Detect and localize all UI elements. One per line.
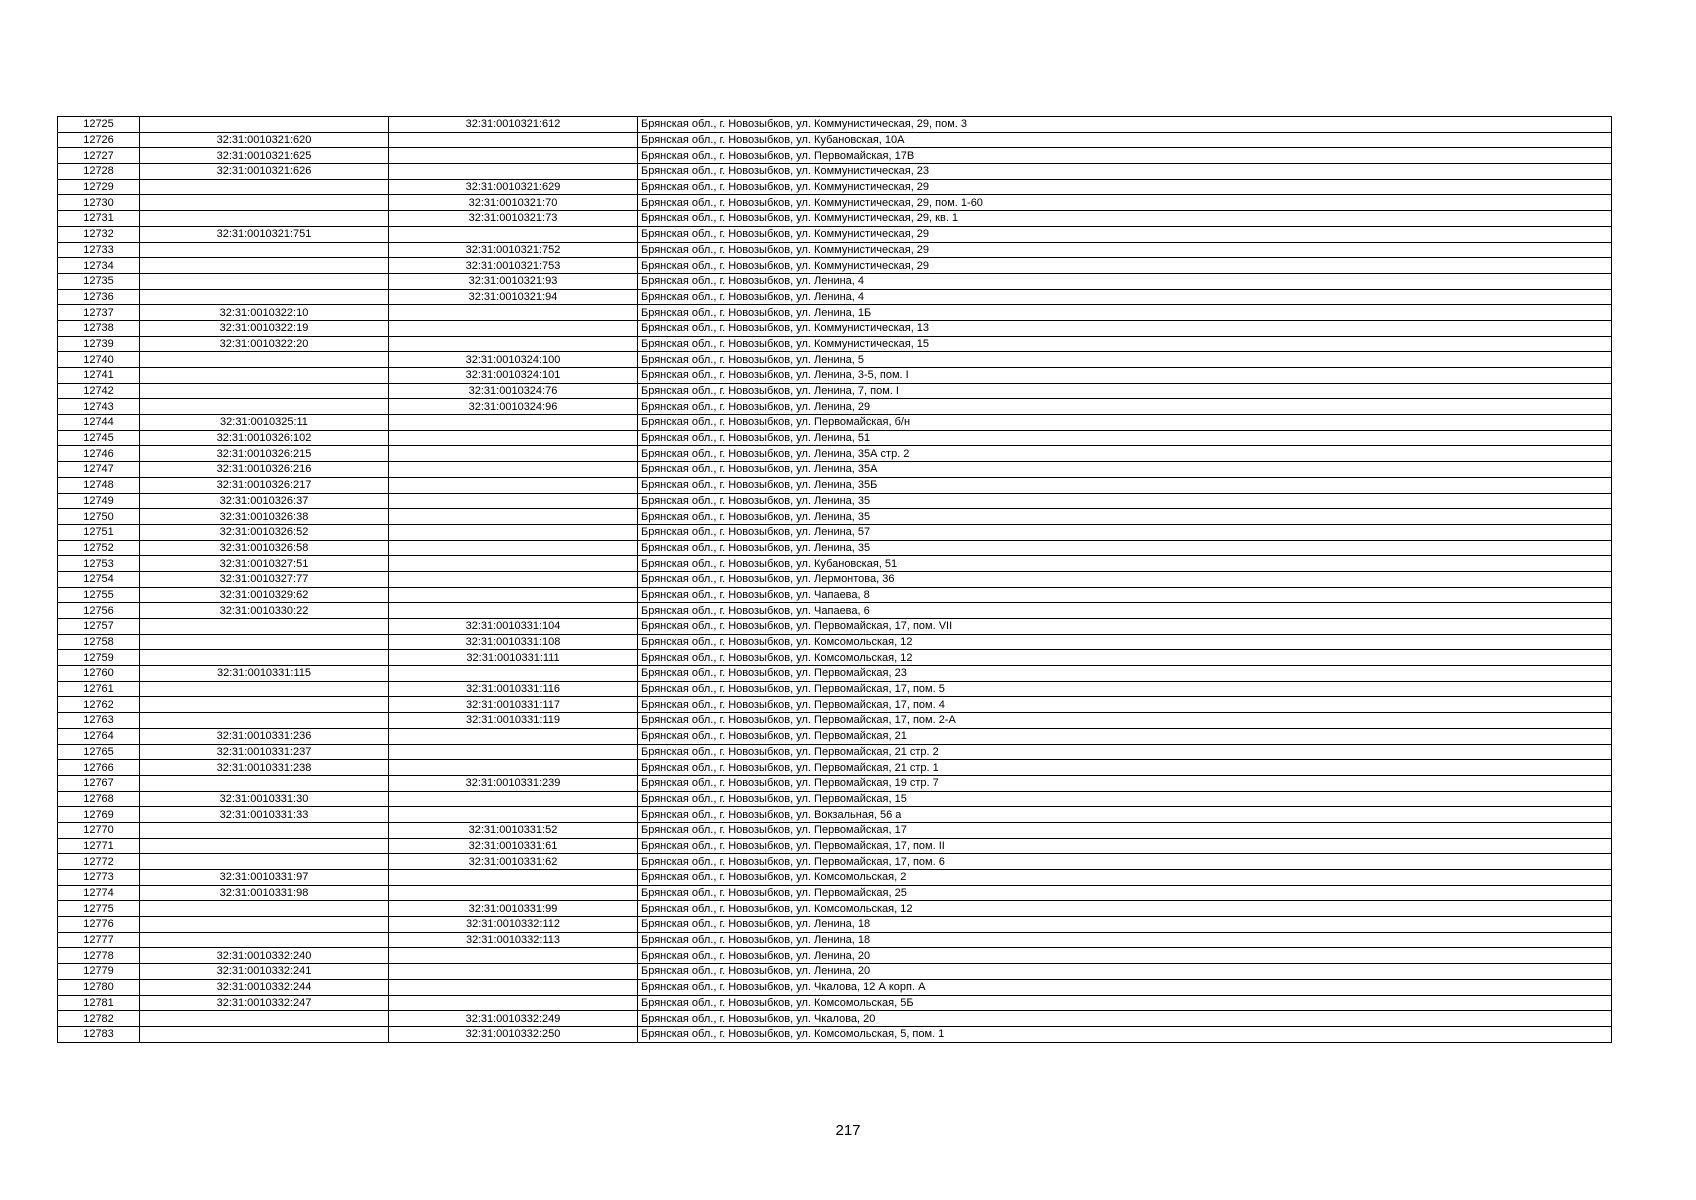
cadastral-number-alt-cell (389, 870, 638, 886)
cadastral-number-cell: 32:31:0010331:115 (140, 666, 389, 682)
cadastral-number-cell: 32:31:0010331:237 (140, 744, 389, 760)
table-row (58, 587, 1612, 603)
address-cell: Брянская обл., г. Новозыбков, ул. Коммунистическая, 23 (638, 164, 1612, 180)
cadastral-number-cell: 32:31:0010326:58 (140, 540, 389, 556)
cadastral-number-alt-cell: 32:31:0010331:99 (389, 901, 638, 917)
cadastral-number-cell (140, 650, 389, 666)
cadastral-number-cell (140, 901, 389, 917)
address-cell: Брянская обл., г. Новозыбков, ул. Чапаева, 6 (638, 603, 1612, 619)
cadastral-number-alt-cell (389, 791, 638, 807)
address-cell: Брянская обл., г. Новозыбков, ул. Ленина, 18 (638, 932, 1612, 948)
address-cell: Брянская обл., г. Новозыбков, ул. Первомайская, 25 (638, 885, 1612, 901)
table-row (58, 415, 1612, 431)
row-number-cell: 12740 (58, 352, 140, 368)
cadastral-number-alt-cell: 32:31:0010332:249 (389, 1011, 638, 1027)
cadastral-number-cell (140, 117, 389, 133)
address-cell: Брянская обл., г. Новозыбков, ул. Ленина, 1Б (638, 305, 1612, 321)
cadastral-number-cell: 32:31:0010327:51 (140, 556, 389, 572)
row-number-cell: 12745 (58, 430, 140, 446)
cadastral-number-alt-cell: 32:31:0010332:113 (389, 932, 638, 948)
table-row (58, 195, 1612, 211)
cadastral-number-cell (140, 1011, 389, 1027)
row-number-cell: 12725 (58, 117, 140, 133)
row-number-cell: 12742 (58, 383, 140, 399)
cadastral-number-alt-cell: 32:31:0010324:96 (389, 399, 638, 415)
table-row (58, 509, 1612, 525)
address-cell: Брянская обл., г. Новозыбков, ул. Коммунистическая, 29 (638, 226, 1612, 242)
row-number-cell: 12758 (58, 634, 140, 650)
address-cell: Брянская обл., г. Новозыбков, ул. Ленина, 35Б (638, 477, 1612, 493)
address-cell: Брянская обл., г. Новозыбков, ул. Ленина, 35 (638, 493, 1612, 509)
table-row (58, 399, 1612, 415)
table-row (58, 932, 1612, 948)
address-cell: Брянская обл., г. Новозыбков, ул. Первомайская, 21 стр. 1 (638, 760, 1612, 776)
cadastral-number-alt-cell (389, 477, 638, 493)
cadastral-number-cell: 32:31:0010326:37 (140, 493, 389, 509)
cadastral-number-cell (140, 775, 389, 791)
row-number-cell: 12774 (58, 885, 140, 901)
cadastral-number-alt-cell: 32:31:0010331:108 (389, 634, 638, 650)
cadastral-number-cell: 32:31:0010332:240 (140, 948, 389, 964)
cadastral-number-cell (140, 917, 389, 933)
row-number-cell: 12749 (58, 493, 140, 509)
table-row (58, 681, 1612, 697)
address-cell: Брянская обл., г. Новозыбков, ул. Кубановская, 10А (638, 132, 1612, 148)
address-cell: Брянская обл., г. Новозыбков, ул. Первомайская, б/н (638, 415, 1612, 431)
cadastral-number-cell: 32:31:0010326:38 (140, 509, 389, 525)
address-cell: Брянская обл., г. Новозыбков, ул. Ленина, 20 (638, 948, 1612, 964)
address-cell: Брянская обл., г. Новозыбков, ул. Коммунистическая, 15 (638, 336, 1612, 352)
row-number-cell: 12739 (58, 336, 140, 352)
cadastral-number-cell (140, 1026, 389, 1042)
row-number-cell: 12776 (58, 917, 140, 933)
cadastral-number-cell: 32:31:0010321:751 (140, 226, 389, 242)
cadastral-number-alt-cell: 32:31:0010321:752 (389, 242, 638, 258)
address-cell: Брянская обл., г. Новозыбков, ул. Первомайская, 19 стр. 7 (638, 775, 1612, 791)
cadastral-number-cell (140, 697, 389, 713)
row-number-cell: 12732 (58, 226, 140, 242)
cadastral-number-cell: 32:31:0010331:236 (140, 728, 389, 744)
table-row (58, 948, 1612, 964)
row-number-cell: 12748 (58, 477, 140, 493)
cadastral-number-alt-cell (389, 760, 638, 776)
address-cell: Брянская обл., г. Новозыбков, ул. Комсомольская, 12 (638, 634, 1612, 650)
table-row (58, 352, 1612, 368)
table-row (58, 430, 1612, 446)
cadastral-number-alt-cell: 32:31:0010324:101 (389, 368, 638, 384)
row-number-cell: 12751 (58, 524, 140, 540)
address-cell: Брянская обл., г. Новозыбков, ул. Первомайская, 21 стр. 2 (638, 744, 1612, 760)
table-row (58, 791, 1612, 807)
row-number-cell: 12760 (58, 666, 140, 682)
cadastral-number-cell (140, 634, 389, 650)
table-row (58, 697, 1612, 713)
address-cell: Брянская обл., г. Новозыбков, ул. Первомайская, 17, пом. 4 (638, 697, 1612, 713)
cadastral-number-cell: 32:31:0010322:10 (140, 305, 389, 321)
cadastral-number-cell (140, 854, 389, 870)
cadastral-number-cell (140, 838, 389, 854)
table-row (58, 917, 1612, 933)
cadastral-number-alt-cell: 32:31:0010324:100 (389, 352, 638, 368)
row-number-cell: 12767 (58, 775, 140, 791)
address-cell: Брянская обл., г. Новозыбков, ул. Вокзальная, 56 а (638, 807, 1612, 823)
address-cell: Брянская обл., г. Новозыбков, ул. Коммунистическая, 29 (638, 179, 1612, 195)
cadastral-number-alt-cell (389, 744, 638, 760)
cadastral-number-cell (140, 681, 389, 697)
cadastral-number-alt-cell: 32:31:0010332:250 (389, 1026, 638, 1042)
address-cell: Брянская обл., г. Новозыбков, ул. Комсомольская, 12 (638, 901, 1612, 917)
cadastral-number-cell (140, 383, 389, 399)
row-number-cell: 12728 (58, 164, 140, 180)
cadastral-number-alt-cell (389, 964, 638, 980)
row-number-cell: 12763 (58, 713, 140, 729)
address-cell: Брянская обл., г. Новозыбков, ул. Лермонтова, 36 (638, 571, 1612, 587)
cadastral-number-alt-cell (389, 587, 638, 603)
table-row (58, 226, 1612, 242)
cadastral-number-alt-cell: 32:31:0010324:76 (389, 383, 638, 399)
cadastral-number-cell (140, 352, 389, 368)
table-row (58, 760, 1612, 776)
table-row (58, 368, 1612, 384)
row-number-cell: 12783 (58, 1026, 140, 1042)
cadastral-number-alt-cell (389, 462, 638, 478)
address-cell: Брянская обл., г. Новозыбков, ул. Комсомольская, 5Б (638, 995, 1612, 1011)
address-cell: Брянская обл., г. Новозыбков, ул. Ленина, 18 (638, 917, 1612, 933)
cadastral-number-alt-cell: 32:31:0010331:111 (389, 650, 638, 666)
row-number-cell: 12753 (58, 556, 140, 572)
cadastral-number-cell (140, 822, 389, 838)
address-cell: Брянская обл., г. Новозыбков, ул. Ленина, 35 (638, 509, 1612, 525)
cadastral-number-alt-cell (389, 148, 638, 164)
cadastral-number-alt-cell (389, 509, 638, 525)
table-row (58, 132, 1612, 148)
address-cell: Брянская обл., г. Новозыбков, ул. Ленина, 5 (638, 352, 1612, 368)
table-row (58, 305, 1612, 321)
cadastral-number-cell: 32:31:0010326:52 (140, 524, 389, 540)
table-row (58, 666, 1612, 682)
cadastral-number-alt-cell (389, 493, 638, 509)
table-row (58, 901, 1612, 917)
cadastral-number-alt-cell: 32:31:0010331:116 (389, 681, 638, 697)
cadastral-number-cell: 32:31:0010331:97 (140, 870, 389, 886)
cadastral-number-cell: 32:31:0010331:98 (140, 885, 389, 901)
cadastral-number-cell: 32:31:0010332:241 (140, 964, 389, 980)
address-cell: Брянская обл., г. Новозыбков, ул. Коммунистическая, 29, кв. 1 (638, 211, 1612, 227)
table-row (58, 211, 1612, 227)
address-cell: Брянская обл., г. Новозыбков, ул. Ленина, 29 (638, 399, 1612, 415)
row-number-cell: 12773 (58, 870, 140, 886)
cadastral-number-alt-cell: 32:31:0010331:62 (389, 854, 638, 870)
cadastral-number-cell (140, 289, 389, 305)
row-number-cell: 12730 (58, 195, 140, 211)
cadastral-number-alt-cell (389, 336, 638, 352)
table-row (58, 336, 1612, 352)
cadastral-number-alt-cell (389, 132, 638, 148)
cadastral-number-cell (140, 258, 389, 274)
row-number-cell: 12735 (58, 273, 140, 289)
table-row (58, 995, 1612, 1011)
row-number-cell: 12754 (58, 571, 140, 587)
address-cell: Брянская обл., г. Новозыбков, ул. Первомайская, 17, пом. 5 (638, 681, 1612, 697)
cadastral-number-cell: 32:31:0010326:215 (140, 446, 389, 462)
row-number-cell: 12738 (58, 320, 140, 336)
cadastral-number-cell: 32:31:0010325:11 (140, 415, 389, 431)
address-cell: Брянская обл., г. Новозыбков, ул. Комсомольская, 12 (638, 650, 1612, 666)
row-number-cell: 12782 (58, 1011, 140, 1027)
row-number-cell: 12736 (58, 289, 140, 305)
cadastral-number-cell: 32:31:0010322:19 (140, 320, 389, 336)
cadastral-number-cell (140, 713, 389, 729)
cadastral-number-alt-cell: 32:31:0010321:73 (389, 211, 638, 227)
table-row (58, 1026, 1612, 1042)
cadastral-number-cell (140, 242, 389, 258)
cadastral-number-cell: 32:31:0010331:33 (140, 807, 389, 823)
row-number-cell: 12755 (58, 587, 140, 603)
cadastral-number-alt-cell (389, 446, 638, 462)
table-row (58, 446, 1612, 462)
table-row (58, 117, 1612, 133)
address-cell: Брянская обл., г. Новозыбков, ул. Первомайская, 17В (638, 148, 1612, 164)
address-cell: Брянская обл., г. Новозыбков, ул. Ленина, 35А (638, 462, 1612, 478)
cadastral-number-alt-cell (389, 807, 638, 823)
cadastral-number-alt-cell (389, 226, 638, 242)
table-row (58, 148, 1612, 164)
table-row (58, 289, 1612, 305)
cadastral-number-cell (140, 195, 389, 211)
table-row (58, 556, 1612, 572)
row-number-cell: 12775 (58, 901, 140, 917)
row-number-cell: 12759 (58, 650, 140, 666)
table-row (58, 524, 1612, 540)
cadastral-number-cell: 32:31:0010326:217 (140, 477, 389, 493)
row-number-cell: 12764 (58, 728, 140, 744)
table-row (58, 634, 1612, 650)
cadastral-number-alt-cell (389, 571, 638, 587)
row-number-cell: 12747 (58, 462, 140, 478)
cadastral-number-alt-cell (389, 728, 638, 744)
row-number-cell: 12743 (58, 399, 140, 415)
cadastral-number-alt-cell: 32:31:0010321:93 (389, 273, 638, 289)
table-row (58, 838, 1612, 854)
table-row (58, 477, 1612, 493)
table-row (58, 822, 1612, 838)
cadastral-number-alt-cell: 32:31:0010321:753 (389, 258, 638, 274)
cadastral-number-alt-cell: 32:31:0010331:52 (389, 822, 638, 838)
address-cell: Брянская обл., г. Новозыбков, ул. Первомайская, 17, пом. VII (638, 619, 1612, 635)
table-row (58, 603, 1612, 619)
row-number-cell: 12756 (58, 603, 140, 619)
cadastral-number-cell: 32:31:0010321:626 (140, 164, 389, 180)
row-number-cell: 12778 (58, 948, 140, 964)
row-number-cell: 12771 (58, 838, 140, 854)
address-cell: Брянская обл., г. Новозыбков, ул. Первомайская, 15 (638, 791, 1612, 807)
cadastral-number-alt-cell: 32:31:0010321:70 (389, 195, 638, 211)
table-row (58, 807, 1612, 823)
table-row (58, 885, 1612, 901)
cadastral-number-alt-cell: 32:31:0010331:119 (389, 713, 638, 729)
address-cell: Брянская обл., г. Новозыбков, ул. Ленина, 57 (638, 524, 1612, 540)
registry-table (57, 116, 1612, 1043)
row-number-cell: 12726 (58, 132, 140, 148)
row-number-cell: 12770 (58, 822, 140, 838)
row-number-cell: 12729 (58, 179, 140, 195)
address-cell: Брянская обл., г. Новозыбков, ул. Ленина, 3-5, пом. I (638, 368, 1612, 384)
row-number-cell: 12752 (58, 540, 140, 556)
address-cell: Брянская обл., г. Новозыбков, ул. Коммунистическая, 29, пом. 1-60 (638, 195, 1612, 211)
cadastral-number-cell (140, 273, 389, 289)
cadastral-number-cell: 32:31:0010332:244 (140, 979, 389, 995)
cadastral-number-alt-cell (389, 320, 638, 336)
table-row (58, 964, 1612, 980)
cadastral-number-alt-cell (389, 979, 638, 995)
address-cell: Брянская обл., г. Новозыбков, ул. Чкалова, 12 А корп. А (638, 979, 1612, 995)
table-row (58, 493, 1612, 509)
cadastral-number-cell: 32:31:0010326:102 (140, 430, 389, 446)
cadastral-number-cell: 32:31:0010330:22 (140, 603, 389, 619)
cadastral-number-alt-cell (389, 430, 638, 446)
cadastral-number-alt-cell: 32:31:0010331:117 (389, 697, 638, 713)
cadastral-number-alt-cell (389, 524, 638, 540)
row-number-cell: 12779 (58, 964, 140, 980)
row-number-cell: 12769 (58, 807, 140, 823)
table-row (58, 462, 1612, 478)
address-cell: Брянская обл., г. Новозыбков, ул. Комсомольская, 5, пом. 1 (638, 1026, 1612, 1042)
row-number-cell: 12744 (58, 415, 140, 431)
address-cell: Брянская обл., г. Новозыбков, ул. Ленина, 4 (638, 289, 1612, 305)
cadastral-number-alt-cell (389, 415, 638, 431)
table-row (58, 540, 1612, 556)
address-cell: Брянская обл., г. Новозыбков, ул. Первомайская, 17, пом. 6 (638, 854, 1612, 870)
cadastral-number-alt-cell (389, 885, 638, 901)
cadastral-number-alt-cell: 32:31:0010331:61 (389, 838, 638, 854)
cadastral-number-cell: 32:31:0010331:238 (140, 760, 389, 776)
table-row (58, 1011, 1612, 1027)
cadastral-number-cell: 32:31:0010326:216 (140, 462, 389, 478)
cadastral-number-alt-cell: 32:31:0010321:612 (389, 117, 638, 133)
cadastral-number-alt-cell: 32:31:0010321:629 (389, 179, 638, 195)
table-row (58, 242, 1612, 258)
address-cell: Брянская обл., г. Новозыбков, ул. Ленина, 4 (638, 273, 1612, 289)
row-number-cell: 12768 (58, 791, 140, 807)
table-row (58, 571, 1612, 587)
cadastral-number-alt-cell: 32:31:0010321:94 (389, 289, 638, 305)
row-number-cell: 12757 (58, 619, 140, 635)
cadastral-number-alt-cell (389, 995, 638, 1011)
cadastral-number-cell: 32:31:0010321:625 (140, 148, 389, 164)
row-number-cell: 12737 (58, 305, 140, 321)
row-number-cell: 12741 (58, 368, 140, 384)
cadastral-number-alt-cell (389, 540, 638, 556)
row-number-cell: 12766 (58, 760, 140, 776)
row-number-cell: 12781 (58, 995, 140, 1011)
cadastral-number-cell: 32:31:0010331:30 (140, 791, 389, 807)
cadastral-number-alt-cell: 32:31:0010331:104 (389, 619, 638, 635)
address-cell: Брянская обл., г. Новозыбков, ул. Ленина, 20 (638, 964, 1612, 980)
table-row (58, 650, 1612, 666)
address-cell: Брянская обл., г. Новозыбков, ул. Коммунистическая, 13 (638, 320, 1612, 336)
cadastral-number-cell (140, 932, 389, 948)
address-cell: Брянская обл., г. Новозыбков, ул. Ленина, 35 (638, 540, 1612, 556)
address-cell: Брянская обл., г. Новозыбков, ул. Ленина, 35А стр. 2 (638, 446, 1612, 462)
address-cell: Брянская обл., г. Новозыбков, ул. Коммунистическая, 29 (638, 258, 1612, 274)
table-row (58, 383, 1612, 399)
cadastral-number-alt-cell: 32:31:0010332:112 (389, 917, 638, 933)
cadastral-number-cell: 32:31:0010321:620 (140, 132, 389, 148)
table-row (58, 854, 1612, 870)
address-cell: Брянская обл., г. Новозыбков, ул. Коммунистическая, 29 (638, 242, 1612, 258)
table-row (58, 179, 1612, 195)
cadastral-number-cell (140, 368, 389, 384)
address-cell: Брянская обл., г. Новозыбков, ул. Кубановская, 51 (638, 556, 1612, 572)
cadastral-number-cell: 32:31:0010322:20 (140, 336, 389, 352)
address-cell: Брянская обл., г. Новозыбков, ул. Первомайская, 21 (638, 728, 1612, 744)
row-number-cell: 12780 (58, 979, 140, 995)
table-row (58, 744, 1612, 760)
table-row (58, 273, 1612, 289)
address-cell: Брянская обл., г. Новозыбков, ул. Первомайская, 23 (638, 666, 1612, 682)
table-row (58, 775, 1612, 791)
row-number-cell: 12746 (58, 446, 140, 462)
address-cell: Брянская обл., г. Новозыбков, ул. Первомайская, 17, пом. 2-А (638, 713, 1612, 729)
cadastral-number-cell: 32:31:0010332:247 (140, 995, 389, 1011)
cadastral-number-cell (140, 211, 389, 227)
registry-table-body (58, 117, 1612, 1043)
cadastral-number-alt-cell: 32:31:0010331:239 (389, 775, 638, 791)
cadastral-number-alt-cell (389, 948, 638, 964)
address-cell: Брянская обл., г. Новозыбков, ул. Чкалова, 20 (638, 1011, 1612, 1027)
row-number-cell: 12772 (58, 854, 140, 870)
cadastral-number-alt-cell (389, 666, 638, 682)
table-row (58, 258, 1612, 274)
row-number-cell: 12734 (58, 258, 140, 274)
row-number-cell: 12733 (58, 242, 140, 258)
row-number-cell: 12765 (58, 744, 140, 760)
row-number-cell: 12727 (58, 148, 140, 164)
cadastral-number-cell: 32:31:0010329:62 (140, 587, 389, 603)
address-cell: Брянская обл., г. Новозыбков, ул. Ленина, 51 (638, 430, 1612, 446)
cadastral-number-cell (140, 179, 389, 195)
table-row (58, 713, 1612, 729)
address-cell: Брянская обл., г. Новозыбков, ул. Чапаева, 8 (638, 587, 1612, 603)
table-row (58, 320, 1612, 336)
row-number-cell: 12762 (58, 697, 140, 713)
row-number-cell: 12731 (58, 211, 140, 227)
address-cell: Брянская обл., г. Новозыбков, ул. Первомайская, 17, пом. II (638, 838, 1612, 854)
address-cell: Брянская обл., г. Новозыбков, ул. Комсомольская, 2 (638, 870, 1612, 886)
address-cell: Брянская обл., г. Новозыбков, ул. Коммунистическая, 29, пом. 3 (638, 117, 1612, 133)
table-row (58, 728, 1612, 744)
table-row (58, 164, 1612, 180)
row-number-cell: 12750 (58, 509, 140, 525)
table-row (58, 619, 1612, 635)
address-cell: Брянская обл., г. Новозыбков, ул. Ленина, 7, пом. I (638, 383, 1612, 399)
row-number-cell: 12777 (58, 932, 140, 948)
cadastral-number-cell (140, 399, 389, 415)
cadastral-number-cell (140, 619, 389, 635)
cadastral-number-alt-cell (389, 556, 638, 572)
table-row (58, 979, 1612, 995)
cadastral-number-alt-cell (389, 305, 638, 321)
address-cell: Брянская обл., г. Новозыбков, ул. Первомайская, 17 (638, 822, 1612, 838)
table-row (58, 870, 1612, 886)
cadastral-number-alt-cell (389, 164, 638, 180)
row-number-cell: 12761 (58, 681, 140, 697)
cadastral-number-alt-cell (389, 603, 638, 619)
page-number: 217 (835, 1122, 861, 1139)
cadastral-number-cell: 32:31:0010327:77 (140, 571, 389, 587)
